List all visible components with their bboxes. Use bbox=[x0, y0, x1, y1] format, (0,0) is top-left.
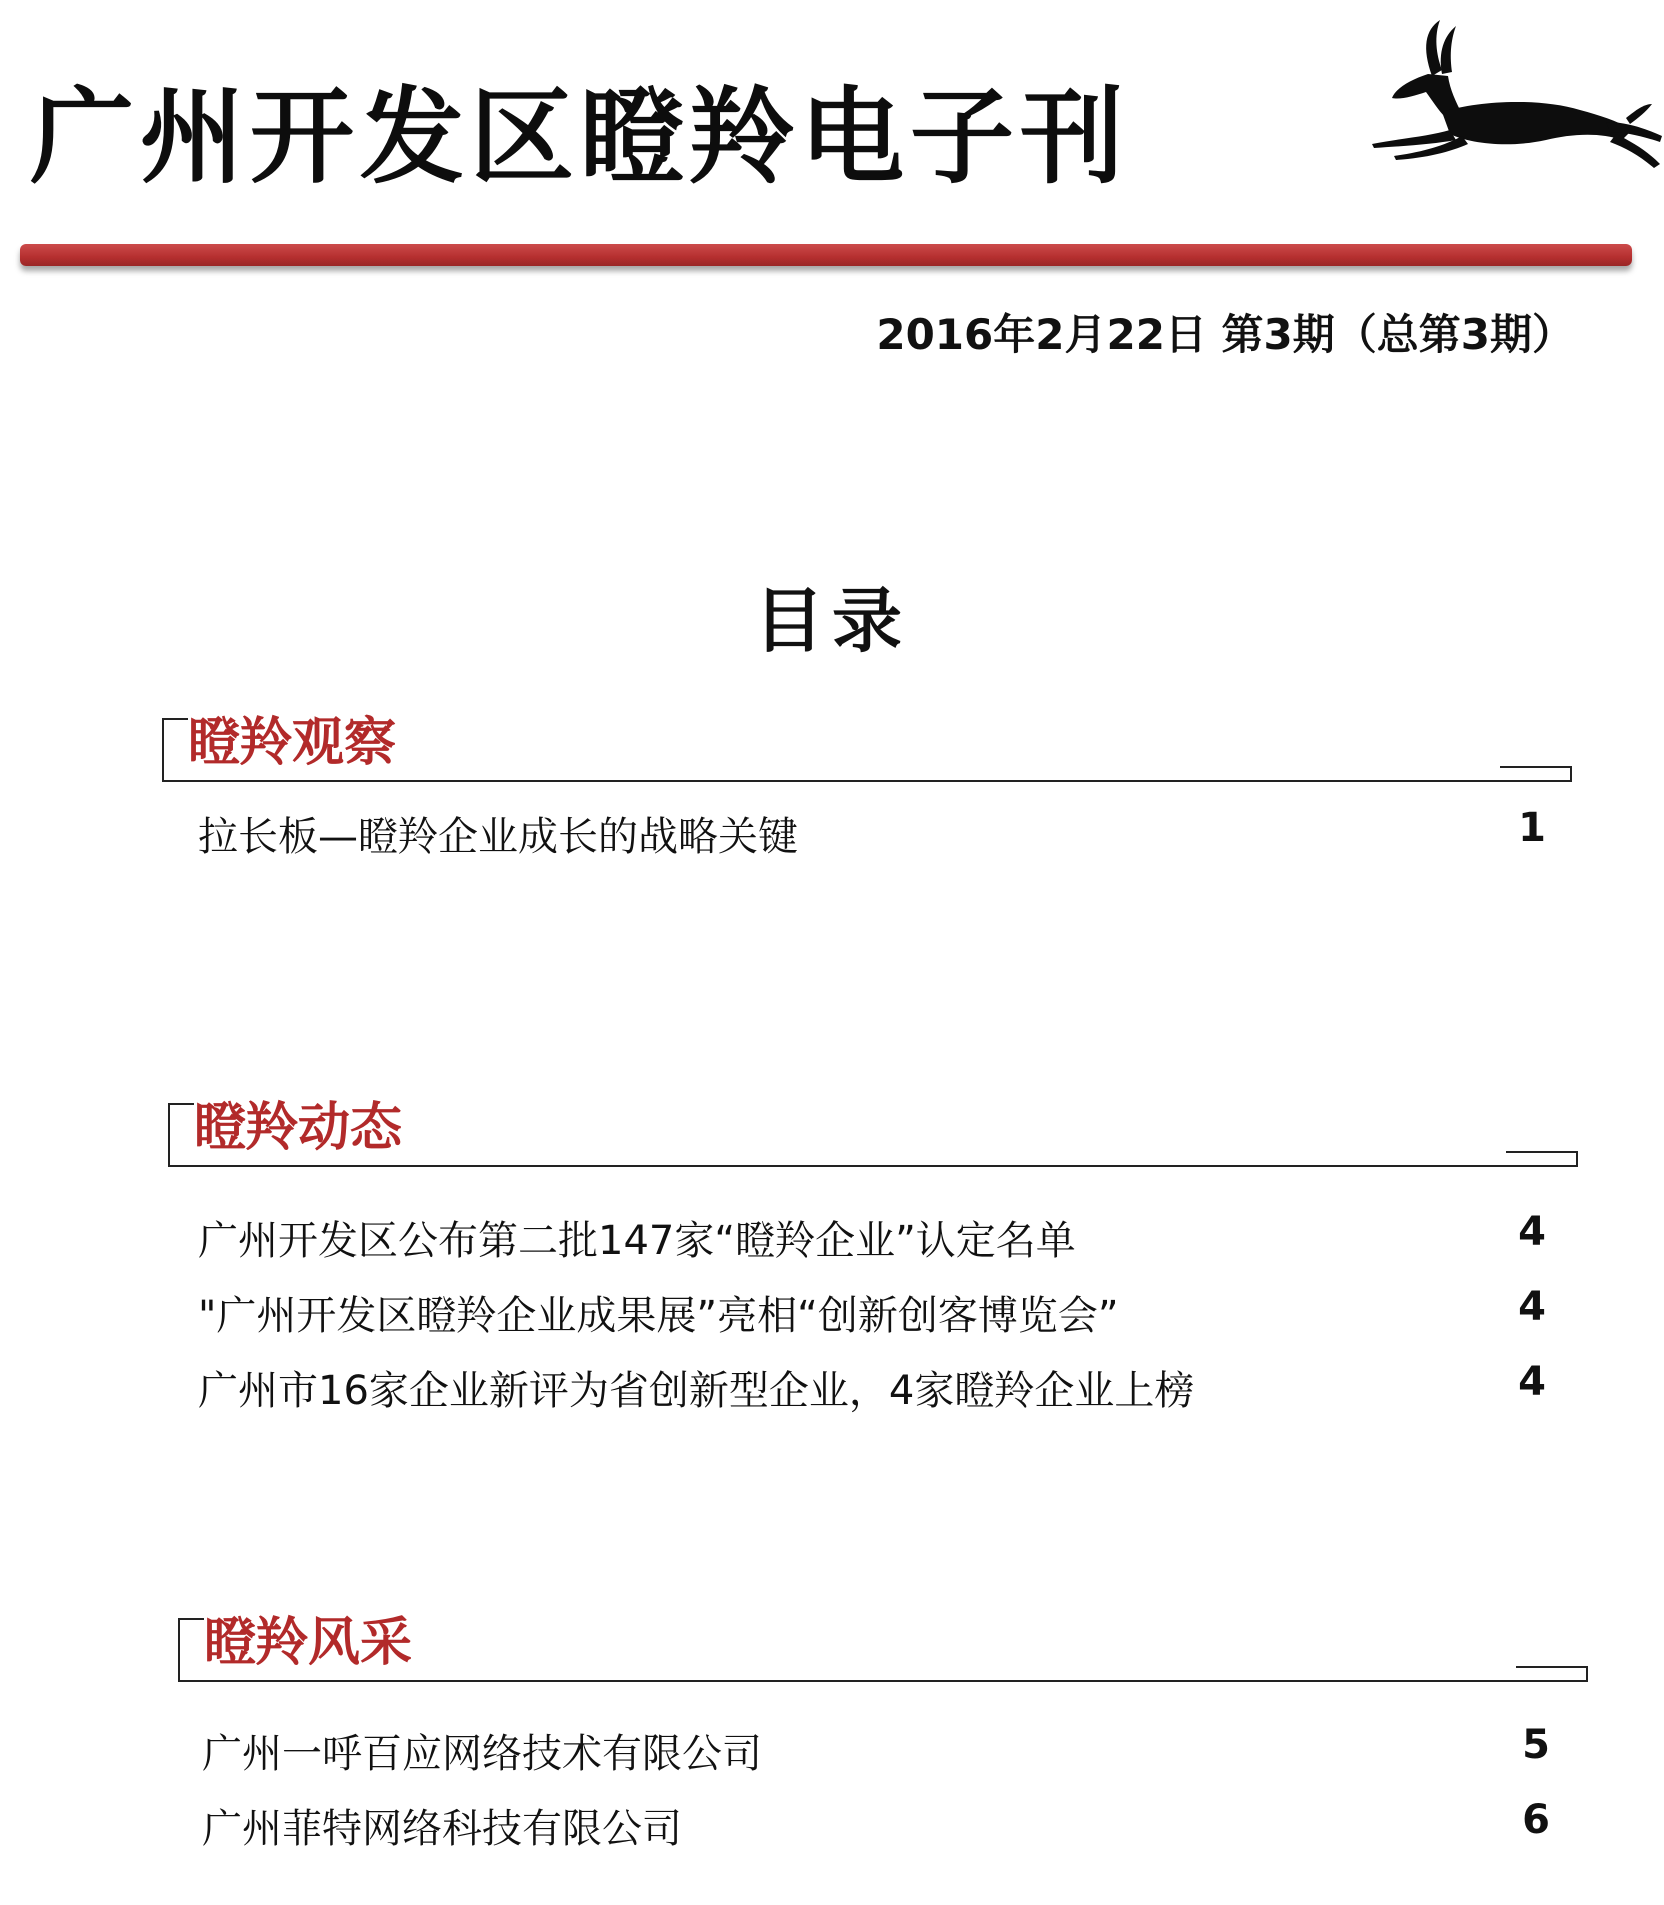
toc-entry-title: 广州市16家企业新评为省创新型企业，4家瞪羚企业上榜 bbox=[198, 1368, 1195, 1414]
toc-entry-title: 拉长板—瞪羚企业成长的战略关键 bbox=[198, 814, 798, 860]
toc-entry-title: "广州开发区瞪羚企业成果展”亮相“创新创客博览会” bbox=[198, 1293, 1119, 1339]
toc-entry[interactable] bbox=[202, 1722, 1550, 1782]
toc-entry-page: 1 bbox=[1518, 805, 1546, 851]
toc-entry-page: 5 bbox=[1522, 1722, 1550, 1768]
toc-entry-page: 4 bbox=[1518, 1359, 1546, 1405]
section-frame-corner bbox=[178, 1618, 204, 1682]
toc-entry-page: 4 bbox=[1518, 1209, 1546, 1255]
section-heading: 瞪羚观察 bbox=[188, 713, 397, 773]
toc-entry-page: 4 bbox=[1518, 1284, 1546, 1330]
section-heading: 瞪羚风采 bbox=[204, 1613, 413, 1673]
toc-section-news bbox=[168, 1085, 1578, 1425]
toc-entry-page: 6 bbox=[1522, 1797, 1550, 1843]
section-rule bbox=[162, 780, 1572, 782]
toc-entry[interactable] bbox=[198, 1359, 1546, 1419]
issue-date-line: 2016年2月22日 第3期（总第3期） bbox=[876, 310, 1574, 359]
toc-entry[interactable] bbox=[202, 1797, 1550, 1857]
toc-entry-title: 广州菲特网络科技有限公司 bbox=[202, 1806, 682, 1852]
toc-entry[interactable] bbox=[198, 1284, 1546, 1344]
toc-title: 目录 bbox=[754, 580, 910, 662]
toc-section-showcase bbox=[178, 1600, 1588, 1860]
masthead-title: 广州开发区瞪羚电子刊 bbox=[30, 75, 1131, 198]
toc-entry[interactable] bbox=[198, 1209, 1546, 1269]
header-divider-bar bbox=[20, 244, 1632, 266]
toc-entry-title: 广州一呼百应网络技术有限公司 bbox=[202, 1731, 762, 1777]
gazelle-icon bbox=[1370, 18, 1664, 178]
section-rule bbox=[168, 1165, 1578, 1167]
section-heading: 瞪羚动态 bbox=[194, 1098, 403, 1158]
toc-section-observation bbox=[162, 700, 1572, 860]
section-frame-corner bbox=[168, 1103, 194, 1167]
section-rule bbox=[178, 1680, 1588, 1682]
toc-entry-title: 广州开发区公布第二批147家“瞪羚企业”认定名单 bbox=[198, 1218, 1076, 1264]
toc-entry[interactable] bbox=[198, 805, 1546, 865]
section-frame-corner bbox=[162, 718, 188, 782]
